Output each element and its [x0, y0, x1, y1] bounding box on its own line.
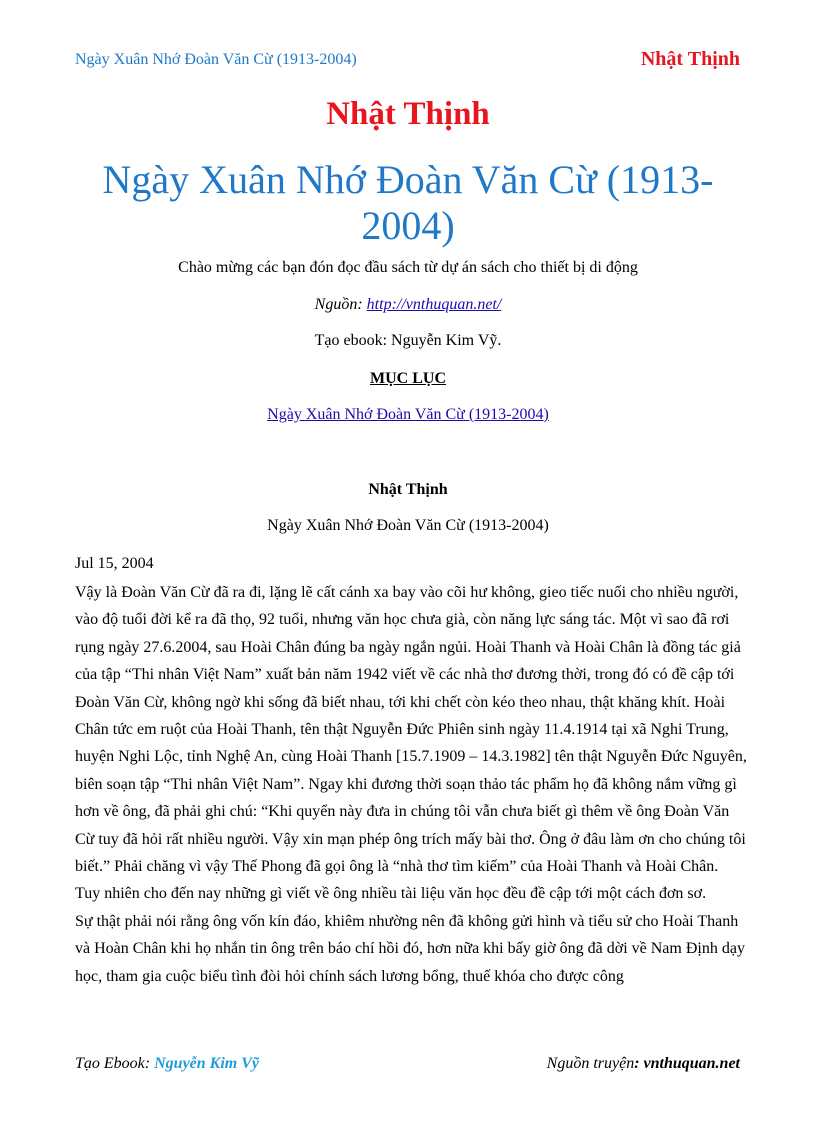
- book-author: Nhật Thịnh: [326, 96, 490, 132]
- section-title: Ngày Xuân Nhớ Đoàn Văn Cừ (1913-2004): [267, 517, 549, 534]
- toc-link[interactable]: Ngày Xuân Nhớ Đoàn Văn Cừ (1913-2004): [267, 406, 549, 423]
- article-body: [75, 579, 747, 990]
- running-header-title: Ngày Xuân Nhớ Đoàn Văn Cừ (1913-2004): [75, 51, 357, 68]
- footer-source-value: vnthuquan.net: [643, 1055, 740, 1072]
- article-date: Jul 15, 2004: [75, 555, 154, 572]
- source-label: Nguồn:: [314, 296, 363, 313]
- welcome-text: Chào mừng các bạn đón đọc đầu sách từ dự án sách cho thiết bị di động: [178, 259, 638, 276]
- paragraph: Vậy là Đoàn Văn Cừ đã ra đi, lặng lẽ cất cánh xa bay vào cõi hư không, gieo tiếc nuối cho nhiều người, vào độ tuổi đời kể ra đã thọ, 92 tuổi, nhưng văn học chưa già, còn năng lực sáng tác. Một vì sao đã rơi rụng ngày 27.6.2004, sau Hoài Chân đúng ba ngày ngắn ngủi. Hoài Thanh và Hoài Chân là đồng tác giả của tập “Thi nhân Việt Nam” xuất bản năm 1942 viết về các nhà thơ đương thời, trong đó có đề cập tới Đoàn Văn Cừ, không ngờ khi sống đã biết nhau, tới khi chết còn kéo theo nhau, thật khăng khít. Hoài Chân tức em ruột của Hoài Thanh, tên thật Nguyễn Đức Phiên sinh ngày 11.4.1914 tại xã Nghi Trung, huyện Nghi Lộc, tỉnh Nghệ An, cùng Hoài Thanh [15.7.1909 – 14.3.1982] tên thật Nguyễn Đức Nguyên, biên soạn tập “Thi nhân Việt Nam”. Ngay khi đương thời soạn thảo tác phẩm họ đã không nắm vững gì hơn về ông, đã phải ghi chú: “Khi quyển này đưa in chúng tôi vẫn chưa biết gì thêm về ông Đoàn Văn Cừ tuy đã hỏi rất nhiều người. Vậy xin mạn phép ông trích mấy bài thơ. Ông ở đâu làm ơn cho chúng tôi biết.” Phải chăng vì vậy Thế Phong đã gọi ông là “nhà thơ tìm kiếm” của Hoài Thanh và Hoài Chân. Tuy nhiên cho đến nay những gì viết về ông nhiều tài liệu văn học đều đề cập tới một cách đơn sơ.: [75, 584, 747, 903]
- ebook-creator: Tạo ebook: Nguyễn Kim Vỹ.: [314, 332, 502, 349]
- footer-source-label: Nguồn truyện: [546, 1055, 635, 1072]
- source-line: [0, 296, 816, 314]
- toc-heading: MỤC LỤC: [370, 370, 446, 387]
- footer-source-credit: Nguồn truyện: vnthuquan.net: [546, 1055, 740, 1072]
- footer-ebook-name: Nguyễn Kim Vỹ: [154, 1055, 259, 1072]
- footer-ebook-credit: Tạo Ebook: Nguyễn Kim Vỹ: [75, 1055, 259, 1072]
- source-link[interactable]: http://vnthuquan.net/: [366, 296, 502, 313]
- paragraph: Sự thật phải nói rằng ông vốn kín đáo, khiêm nhường nên đã không gửi hình và tiểu sử cho Hoài Thanh và Hoàn Chân khi họ nhắn tin ông trên báo chí hồi đó, hơn nữa khi bấy giờ ông đã dời về Nam Định dạy học, tham gia cuộc biểu tình đòi hỏi chính sách lương bổng, thuế khóa cho được công: [75, 912, 745, 985]
- book-title: Ngày Xuân Nhớ Đoàn Văn Cừ (1913-2004): [102, 157, 714, 248]
- running-header-author: Nhật Thịnh: [640, 48, 740, 70]
- footer-ebook-label: Tạo Ebook: [75, 1055, 145, 1072]
- section-author: Nhật Thịnh: [368, 481, 448, 498]
